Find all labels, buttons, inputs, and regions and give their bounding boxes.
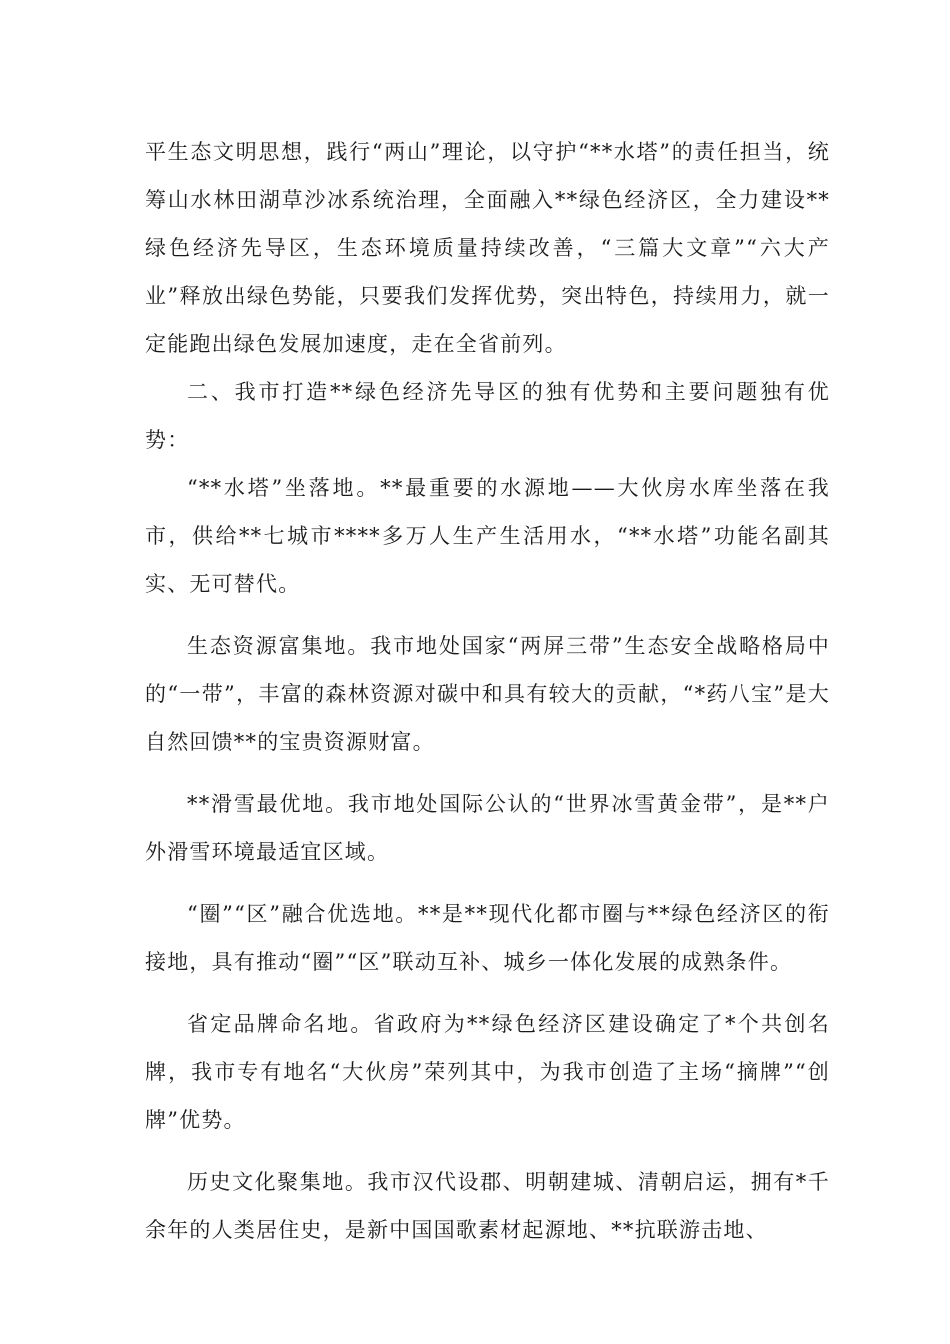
document-body — [145, 128, 830, 1254]
paragraph-history: 历史文化聚集地。我市汉代设郡、明朝建城、清朝启运，拥有*千余年的人类居住史，是新中国国歌素材起源地、**抗联游击地、 — [145, 1170, 830, 1242]
paragraph-water-tower: “**水塔”坐落地。**最重要的水源地——大伙房水库坐落在我市，供给**七城市****多万人生产生活用水，“**水塔”功能名副其实、无可替代。 — [145, 476, 830, 596]
paragraph-skiing: **滑雪最优地。我市地处国际公认的“世界冰雪黄金带”，是**户外滑雪环境最适宜区域。 — [145, 792, 830, 864]
paragraph-brand: 省定品牌命名地。省政府为**绿色经济区建设确定了*个共创名牌，我市专有地名“大伙房”荣列其中，为我市创造了主场“摘牌”“创牌”优势。 — [145, 1012, 830, 1132]
paragraph-integration: “圈”“区”融合优选地。**是**现代化都市圈与**绿色经济区的衔接地，具有推动“圈”“区”联动互补、城乡一体化发展的成熟条件。 — [145, 902, 830, 974]
paragraph-ecology: 生态资源富集地。我市地处国家“两屏三带”生态安全战略格局中的“一带”，丰富的森林资源对碳中和具有较大的贡献，“*药八宝”是大自然回馈**的宝贵资源财富。 — [145, 634, 830, 754]
section-heading: 二、我市打造**绿色经济先导区的独有优势和主要问题独有优势： — [145, 380, 830, 452]
paragraph-continuation: 平生态文明思想，践行“两山”理论，以守护“**水塔”的责任担当，统筹山水林田湖草沙冰系统治理，全面融入**绿色经济区，全力建设**绿色经济先导区，生态环境质量持续改善，“三篇大文章”“六大产业”释放出绿色势能，只要我们发挥优势，突出特色，持续用力，就一定能跑出绿色发展加速度，走在全省前列。 — [145, 140, 830, 356]
